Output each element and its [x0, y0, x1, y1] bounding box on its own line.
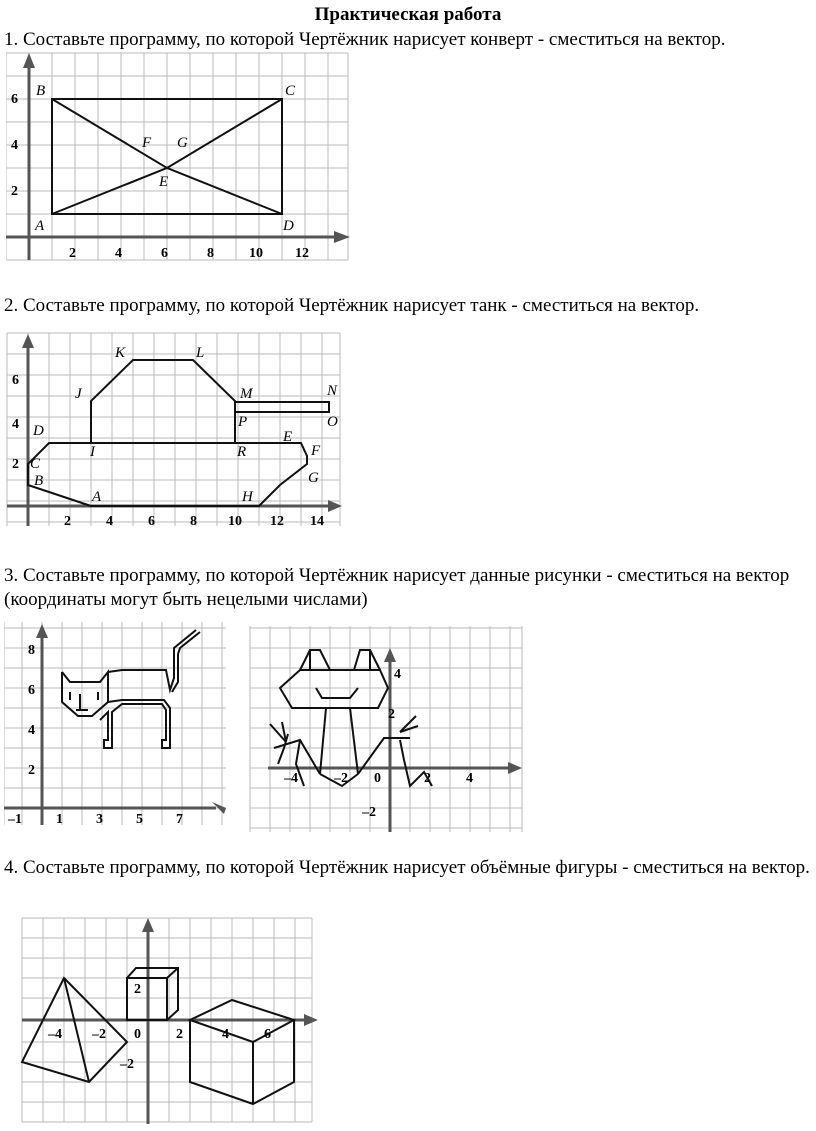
- x-tick: 2: [64, 514, 71, 529]
- x-tick: 12: [270, 514, 284, 529]
- point-label: J: [75, 386, 82, 402]
- x-tick: 7: [176, 812, 183, 827]
- point-label: E: [283, 429, 293, 445]
- x-tick: 2: [69, 246, 76, 261]
- point-label: D: [33, 423, 44, 439]
- x-tick: –4: [284, 771, 298, 786]
- y-tick: 6: [11, 92, 18, 107]
- y-tick: 2: [28, 763, 35, 778]
- point-label: F: [142, 135, 152, 151]
- point-label: R: [237, 444, 247, 460]
- point-label: B: [34, 473, 44, 489]
- point-label: C: [285, 83, 296, 99]
- point-label: G: [177, 135, 188, 151]
- x-tick: 10: [228, 514, 242, 529]
- y-tick: 6: [28, 683, 35, 698]
- x-tick: –2: [334, 771, 348, 786]
- frog-figure: [248, 624, 526, 841]
- point-label: A: [35, 218, 45, 234]
- point-label: F: [311, 443, 321, 459]
- x-tick: 2: [424, 771, 431, 786]
- x-tick: 10: [249, 246, 263, 261]
- x-tick: 4: [115, 246, 122, 261]
- y-tick: 2: [11, 184, 18, 199]
- x-tick: 6: [148, 514, 155, 529]
- x-tick: 5: [136, 812, 143, 827]
- x-tick: 4: [222, 1027, 229, 1042]
- y-tick: –2: [120, 1057, 134, 1072]
- point-label: I: [90, 444, 95, 460]
- point-label: H: [242, 489, 253, 505]
- task-1-text: 1. Составьте программу, по которой Чертёжник нарисует конверт - сместиться на вектор.: [4, 29, 726, 50]
- y-tick: 4: [394, 667, 401, 682]
- point-label: B: [36, 83, 46, 99]
- x-tick: 4: [106, 514, 113, 529]
- point-label: K: [115, 345, 126, 361]
- page-title: Практическая работа: [314, 4, 502, 25]
- y-tick: 4: [28, 723, 35, 738]
- y-tick: 6: [12, 373, 19, 388]
- y-tick: –2: [362, 805, 376, 820]
- x-tick: 8: [207, 246, 214, 261]
- y-tick: 4: [11, 138, 18, 153]
- x-tick: 4: [466, 771, 473, 786]
- x-tick: 1: [56, 812, 63, 827]
- x-tick: 8: [190, 514, 197, 529]
- x-tick: –4: [48, 1027, 62, 1042]
- x-tick: 0: [134, 1027, 141, 1042]
- point-label: C: [30, 456, 41, 472]
- solids-figure: [14, 914, 318, 1131]
- task-4-text: 4. Составьте программу, по которой Чертёжник нарисует объёмные фигуры - сместиться на вектор.: [4, 857, 810, 878]
- point-label: G: [308, 470, 319, 486]
- x-tick: 2: [176, 1027, 183, 1042]
- point-label: N: [327, 383, 338, 399]
- x-tick: 12: [295, 246, 309, 261]
- point-label: M: [240, 386, 253, 402]
- point-label: O: [327, 414, 338, 430]
- point-label: E: [159, 174, 169, 190]
- tank-figure: [4, 330, 344, 535]
- x-tick: 14: [310, 514, 324, 529]
- envelope-figure: [6, 50, 352, 267]
- x-tick: 6: [161, 246, 168, 261]
- point-label: A: [92, 489, 102, 505]
- task-2-text: 2. Составьте программу, по которой Чертёжник нарисует танк - сместиться на вектор.: [4, 295, 700, 316]
- y-tick: 2: [388, 707, 395, 722]
- y-tick: 8: [28, 643, 35, 658]
- point-label: L: [196, 345, 205, 361]
- x-tick: 6: [264, 1027, 271, 1042]
- point-label: D: [283, 218, 294, 234]
- x-tick: 0: [374, 771, 381, 786]
- x-tick: –2: [92, 1027, 106, 1042]
- point-label: P: [238, 414, 248, 430]
- y-tick: 2: [134, 982, 141, 997]
- x-tick: –1: [8, 812, 22, 827]
- y-tick: 2: [12, 457, 19, 472]
- x-tick: 3: [96, 812, 103, 827]
- task-3-text: 3. Составьте программу, по которой Чертёжник нарисует данные рисунки - сместиться на вектор (координаты могут быть нецелыми числами): [4, 565, 790, 610]
- y-tick: 4: [12, 417, 19, 432]
- cat-figure: [4, 620, 230, 835]
